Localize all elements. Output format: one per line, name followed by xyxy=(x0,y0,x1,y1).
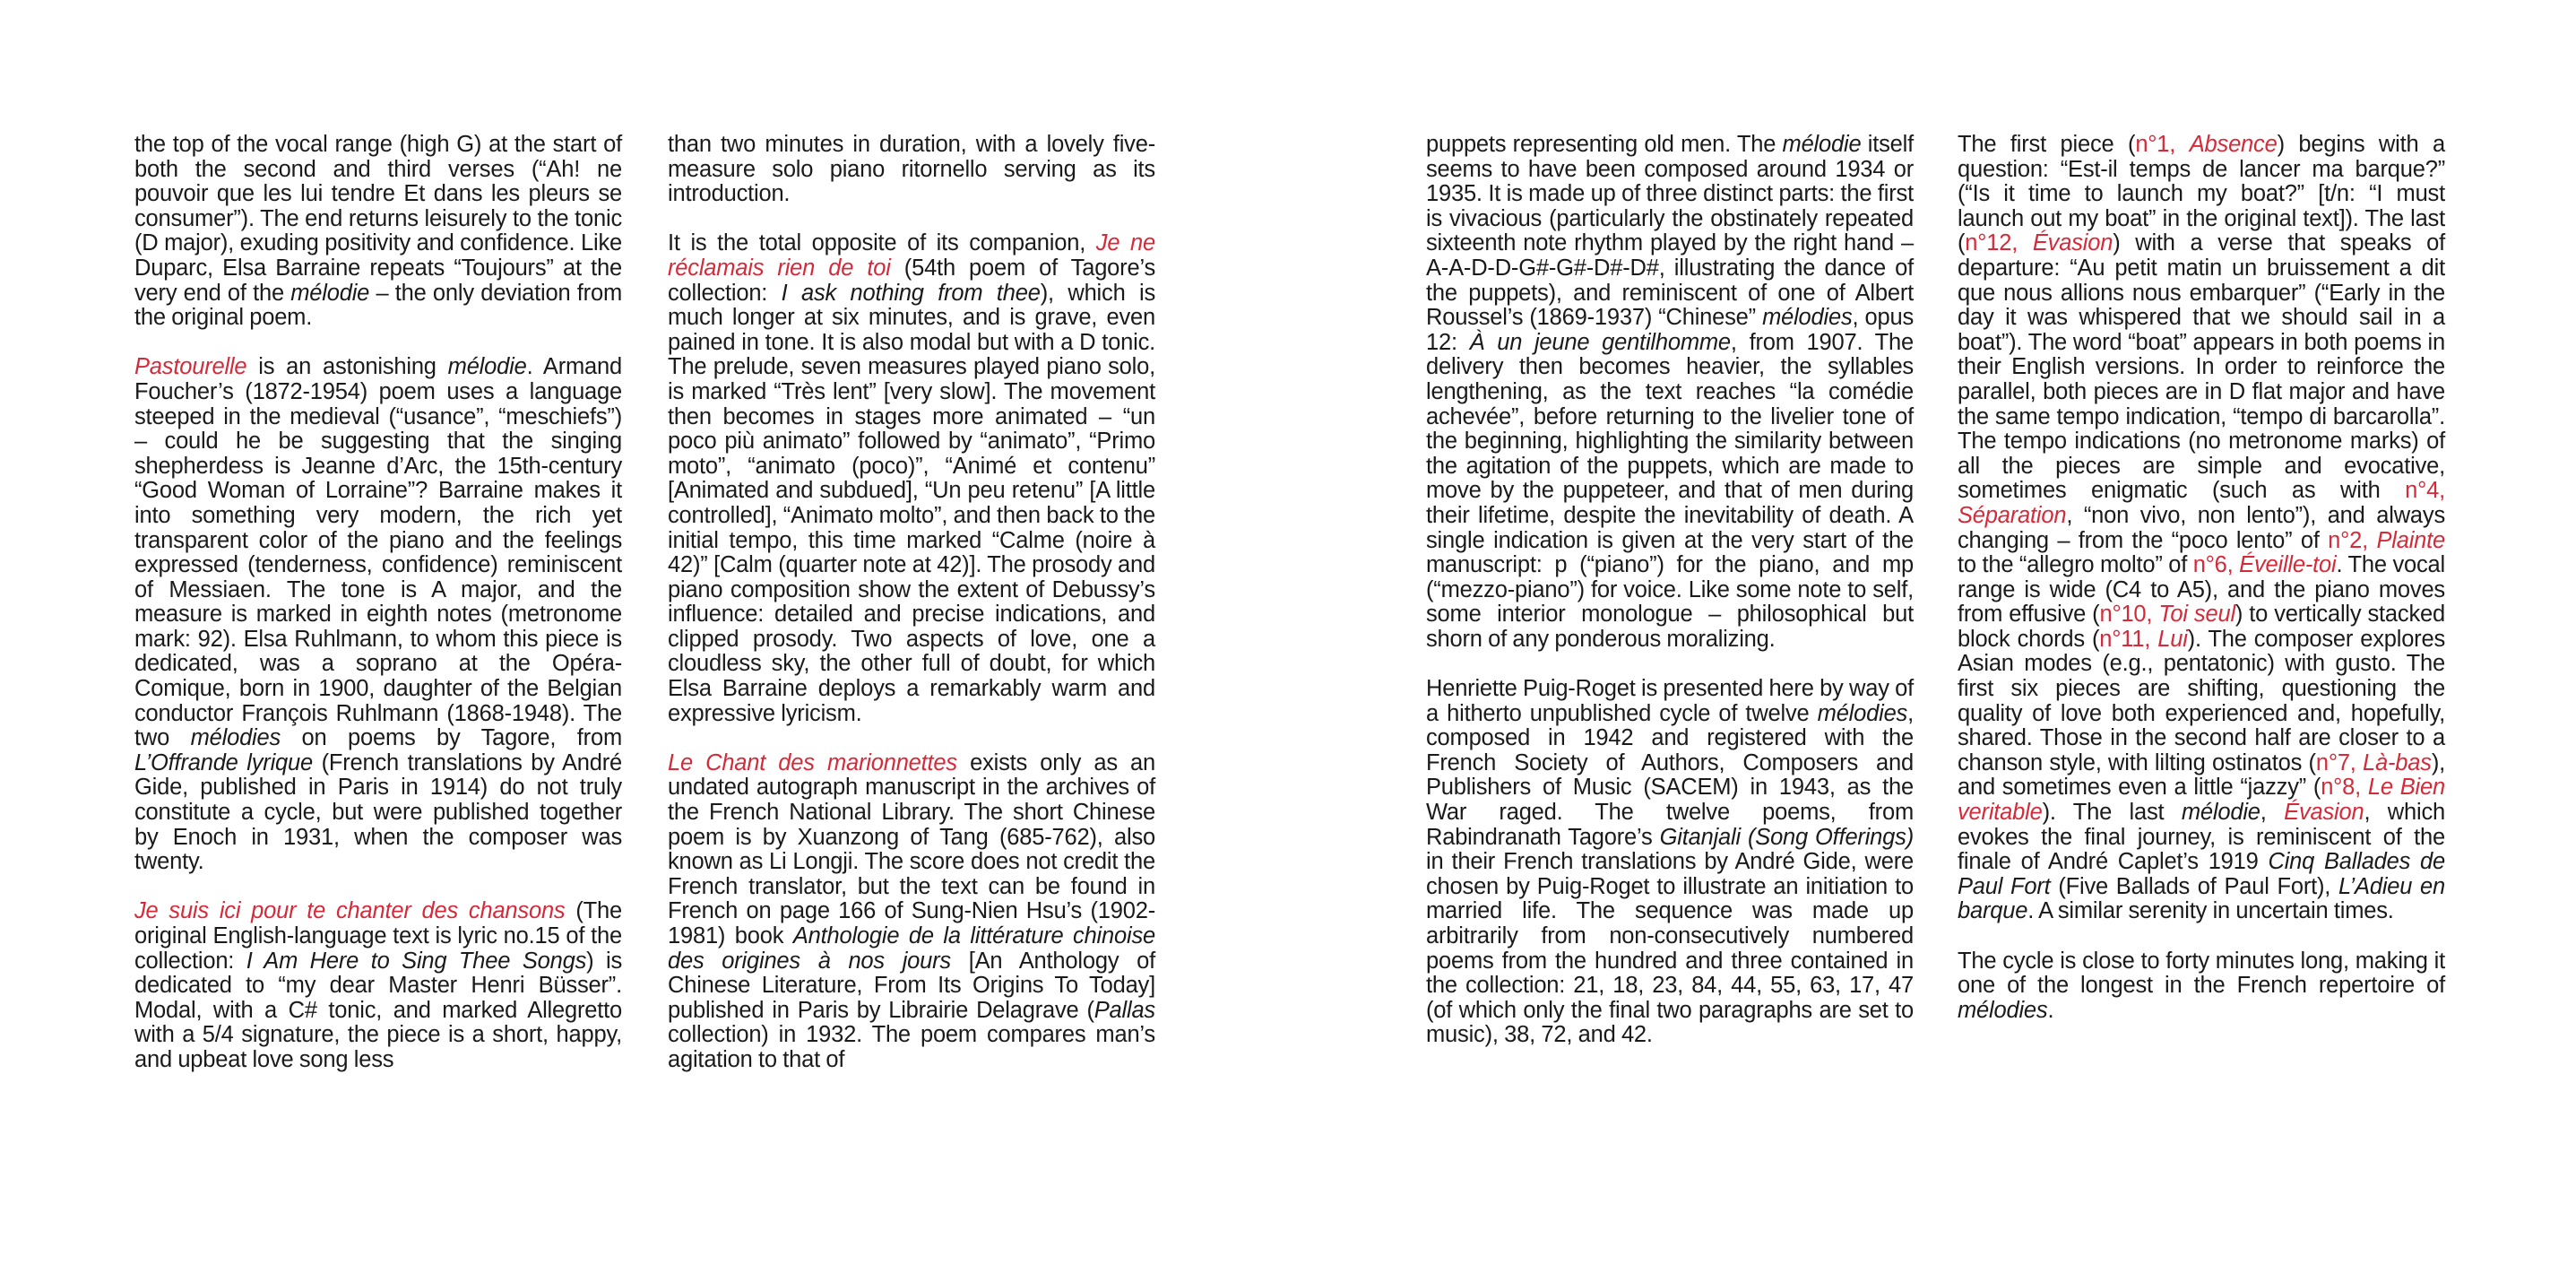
piece-number: n°6, xyxy=(2192,552,2240,578)
english-title: I ask nothing from thee xyxy=(781,280,1041,306)
text: collection) in 1932. The poem compares man’s agitation to that of xyxy=(668,1022,1155,1072)
text: , opus 12: xyxy=(1426,305,1914,355)
text: ), and sometimes even a little “jazzy” ( xyxy=(1958,749,2445,801)
piece-title: Lui xyxy=(2157,626,2188,652)
work-title: Cinq Ballades de Paul Fort xyxy=(1958,849,2445,899)
text: ) with a verse that speaks of departure: “Au petit matin un bruissement a dit que nous allions nous embarquer” (“Early in the day it was whispered that we should sail in a boat”). The word “boat” appears in both poems in their English versions. In order to reinforce the parallel, both pieces are in D flat major and have the same tempo indication, “tempo di barcarolla”. The tempo indications (no metronome marks) of all the pieces are simple and evocative, sometimes enigmatic (such as with xyxy=(1958,230,2445,504)
text: The first piece ( xyxy=(1958,132,2136,157)
text: (54th poem of Tagore’s collection: xyxy=(668,255,1155,306)
text: puppets representing old men. The xyxy=(1426,132,1783,157)
text: [An Anthology of Chinese Literature, From Its Origins To Today] published in Paris by Librairie Delagrave ( xyxy=(668,948,1155,1023)
text: Henriette Puig-Roget is presented here by way of a hitherto unpublished cycle of twelve xyxy=(1426,676,1914,726)
paragraph xyxy=(134,133,622,331)
text: , which evokes the final journey, is reminiscent of the finale of André Caplet’s 1919 xyxy=(1958,800,2445,875)
text: the top of the vocal range (high G) at the start of both the second and third verses (“Ah! ne pouvoir que les lui tendre Et dans les pleurs se consumer”). The end returns leisurely to the tonic (D major), exuding positivity and confidence. Like Duparc, Elsa Barraine repeats “Toujours” at the very end of the xyxy=(134,132,622,306)
paragraph-puig-roget xyxy=(1426,677,1914,1048)
text: on poems by Tagore, from xyxy=(281,725,622,751)
right-page-column-1 xyxy=(1426,133,1914,1073)
text: ) begins with a question: “Est-il temps de lancer ma barque?” (“Is it time to launch my boat?” [t/n: “I must launch out my boat” in the original text]). The last ( xyxy=(1958,132,2445,256)
work-title: Je suis ici pour te chanter des chansons xyxy=(134,898,566,924)
text: The cycle is close to forty minutes long, making it one of the longest in the French repertoire of xyxy=(1958,948,2445,999)
piece-title: Évasion xyxy=(2284,800,2364,826)
text: It is the total opposite of its companion, xyxy=(668,230,1096,256)
text: in their French translations by André Gide, were chosen by Puig-Roget to illustrate an initiation to married life. The sequence was made up arbitrarily from non-consecutively numbered poems from the hundred and three contained in the collection: 21, 18, 23, 84, 44, 55, 63, 17, 47 (of which only the final two paragraphs are set to music), 38, 72, and 42. xyxy=(1426,849,1914,1048)
text: , xyxy=(2260,800,2285,826)
piece-title: Plainte xyxy=(2376,527,2446,553)
term-melodies: mélodies xyxy=(1958,997,2048,1023)
piece-number: n°8, xyxy=(2321,775,2368,801)
text: than two minutes in duration, with a lovely five-measure solo piano ritornello serving as its introduction. xyxy=(668,132,1155,207)
piece-number: n°2, xyxy=(2328,527,2377,553)
left-page-column-1 xyxy=(134,133,622,1097)
text: ), which is much longer at six minutes, and is grave, even pained in tone. It is also modal but with a D tonic. The prelude, seven measures played piano solo, is marked “Très lent” [very slow]. The movement then becomes in stages more animated – “un poco più animato” followed by “animato”, “Primo moto”, “animato (poco)”, “Animé et contenu” [Animated and subdued], “Un peu retenu” [A little controlled], “Animato molto”, and then back to the initial tempo, this time marked “Calme (noire à 42)” [Calm (quarter note at 42)]. The prosody and piano composition show the extent of Debussy’s influence: detailed and precise indications, and clipped prosody. Two aspects of love, one a cloudless sky, the other full of doubt, for which Elsa Barraine deploys a remarkably warm and expressive lyricism. xyxy=(668,280,1156,726)
text: exists only as an undated autograph manuscript in the archives of the French National Library. The short Chinese poem is by Xuanzong of Tang (685-762), also known as Li Longji. The score does not credit the French translator, but the text can be found in French on page 166 of Sung-Nien Hsu’s (1902-1981) book xyxy=(668,749,1155,949)
piece-title: Toi seul xyxy=(2158,602,2235,628)
term-melodie: mélodie xyxy=(1782,132,1862,157)
left-page-column-2 xyxy=(668,133,1155,1097)
paragraph-chant-des-marionnettes xyxy=(668,751,1155,1073)
text: , “non vivo, non lento”), and always changing – from the “poco lento” of xyxy=(1958,502,2445,553)
text: ). The composer explores Asian modes (e.g., pentatonic) with gusto. The first six pieces are shifting, questioning the quality of love both experienced and, hopefully, shared. Those in the second half are closer to a chanson style, with lilting ostinatos ( xyxy=(1958,626,2445,775)
piece-title: Éveille-toi xyxy=(2239,552,2337,578)
text: (French translations by André Gide, published in Paris in 1914) do not truly constitute a cycle, but were published together by Enoch in 1931, when the composer was twenty. xyxy=(134,749,622,875)
piece-title: Évasion xyxy=(2032,230,2114,256)
text: . A similar serenity in uncertain times. xyxy=(2027,898,2394,924)
piece-number: n°12, xyxy=(1965,230,2033,256)
piece-title: Le Bien veritable xyxy=(1958,775,2445,826)
term-melodie: mélodie xyxy=(447,354,527,380)
book-title: Anthologie de la littérature chinoise des origines à nos jours xyxy=(668,923,1155,974)
text: (The original English-language text is lyric no.15 of the collection: xyxy=(134,898,622,974)
work-title: L’Adieu en barque xyxy=(1958,873,2445,924)
collection-title: Pallas xyxy=(1094,997,1155,1023)
paragraph-pastourelle xyxy=(134,355,622,874)
paragraph xyxy=(1426,133,1914,652)
text: ) to vertically stacked block chords ( xyxy=(1958,602,2445,652)
paragraph-cycle-length xyxy=(1958,949,2445,1024)
work-title: Je ne réclamais rien de toi xyxy=(668,230,1155,281)
piece-number: n°7, xyxy=(2315,749,2364,775)
text: itself seems to have been composed around 1934 or 1935. It is made up of three distinct parts: the first is vivacious (particularly the obstinately repeated sixteenth note rhythm played by the right hand – A-A-D-D-G#-G#-D#-D#, illustrating the dance of the puppets), and reminiscent of one of Albert Roussel’s (1869-1937) “Chinese” xyxy=(1426,132,1914,331)
text: , composed in 1942 and registered with the French Society of Authors, Composers and Publishers of Music (SACEM) in 1943, as the War raged. The twelve poems, from Rabindranath Tagore’s xyxy=(1426,700,1914,850)
work-title: À un jeune gentilhomme xyxy=(1469,329,1731,355)
piece-number: n°1, xyxy=(2135,132,2190,157)
paragraph xyxy=(1958,133,2445,924)
term-melodie: mélodie xyxy=(290,280,370,306)
english-title: I Am Here to Sing Thee Songs xyxy=(246,948,587,974)
paragraph xyxy=(668,133,1155,207)
work-title: Le Chant des marionnettes xyxy=(668,749,957,775)
paragraph-je-suis-ici xyxy=(134,899,622,1072)
book-title: L’Offrande lyrique xyxy=(134,749,313,775)
text: is an astonishing xyxy=(246,354,448,380)
piece-number: n°4, xyxy=(2405,478,2445,504)
text: (Five Ballads of Paul Fort), xyxy=(2050,873,2338,899)
term-melodies: mélodies xyxy=(190,725,281,751)
book-title: Gitanjali (Song Offerings) xyxy=(1659,824,1914,850)
work-title: Pastourelle xyxy=(134,354,247,380)
piece-number: n°10, xyxy=(2099,602,2159,628)
piece-title: Séparation xyxy=(1958,502,2067,528)
text: . The vocal range is wide (C4 to A5), and the piano moves from effusive ( xyxy=(1958,552,2445,628)
text: to the “allegro molto” of xyxy=(1958,552,2193,578)
text: , from 1907. The delivery then becomes heavier, the syllables lengthening, as the text reaches “la comédie achevée”, before returning to the livelier tone of the beginning, highlighting the similarity between the agitation of the puppets, which are made to move by the puppeteer, and that of men during their lifetime, despite the inevitability of death. A single indication is given at the very start of the manuscript: p (“piano”) for the piano, and mp (“mezzo-piano”) for voice. Like some note to self, some interior monologue – philosophical but shorn of any ponderous moralizing. xyxy=(1426,329,1915,652)
term-melodies: mélodies xyxy=(1762,305,1853,331)
text: . Armand Foucher’s (1872-1954) poem uses a language steeped in the medieval (“usance”, “meschiefs”) – could he be suggesting that the singing shepherdess is Jeanne d’Arc, the 15th-century “Good Woman of Lorraine”? Barraine makes it into something very modern, the rich yet transparent color of the piano and the feelings expressed (tenderness, confidence) reminiscent of Messiaen. The tone is A major, and the measure is marked in eighth notes (metronome mark: 92). Elsa Ruhlmann, to whom this piece is dedicated, was a soprano at the Opéra-Comique, born in 1900, daughter of the Belgian conductor François Ruhlmann (1868-1948). The two xyxy=(134,354,622,751)
text: ) is dedicated to “my dear Master Henri Büsser”. Modal, with a C# tonic, and marked Allegretto with a 5/4 signature, the piece is a short, happy, and upbeat love song less xyxy=(134,948,622,1072)
term-melodie: mélodie xyxy=(2181,800,2260,826)
term-melodies: mélodies xyxy=(1817,700,1908,726)
piece-title: Absence xyxy=(2189,132,2278,157)
text: . xyxy=(2047,997,2054,1023)
text: – the only deviation from the original poem. xyxy=(134,280,622,331)
paragraph-je-ne-reclamais xyxy=(668,231,1155,726)
piece-title: Là-bas xyxy=(2363,749,2432,775)
piece-number: n°11, xyxy=(2099,626,2158,652)
text: ). The last xyxy=(2042,800,2182,826)
right-page-column-2 xyxy=(1958,133,2445,1048)
